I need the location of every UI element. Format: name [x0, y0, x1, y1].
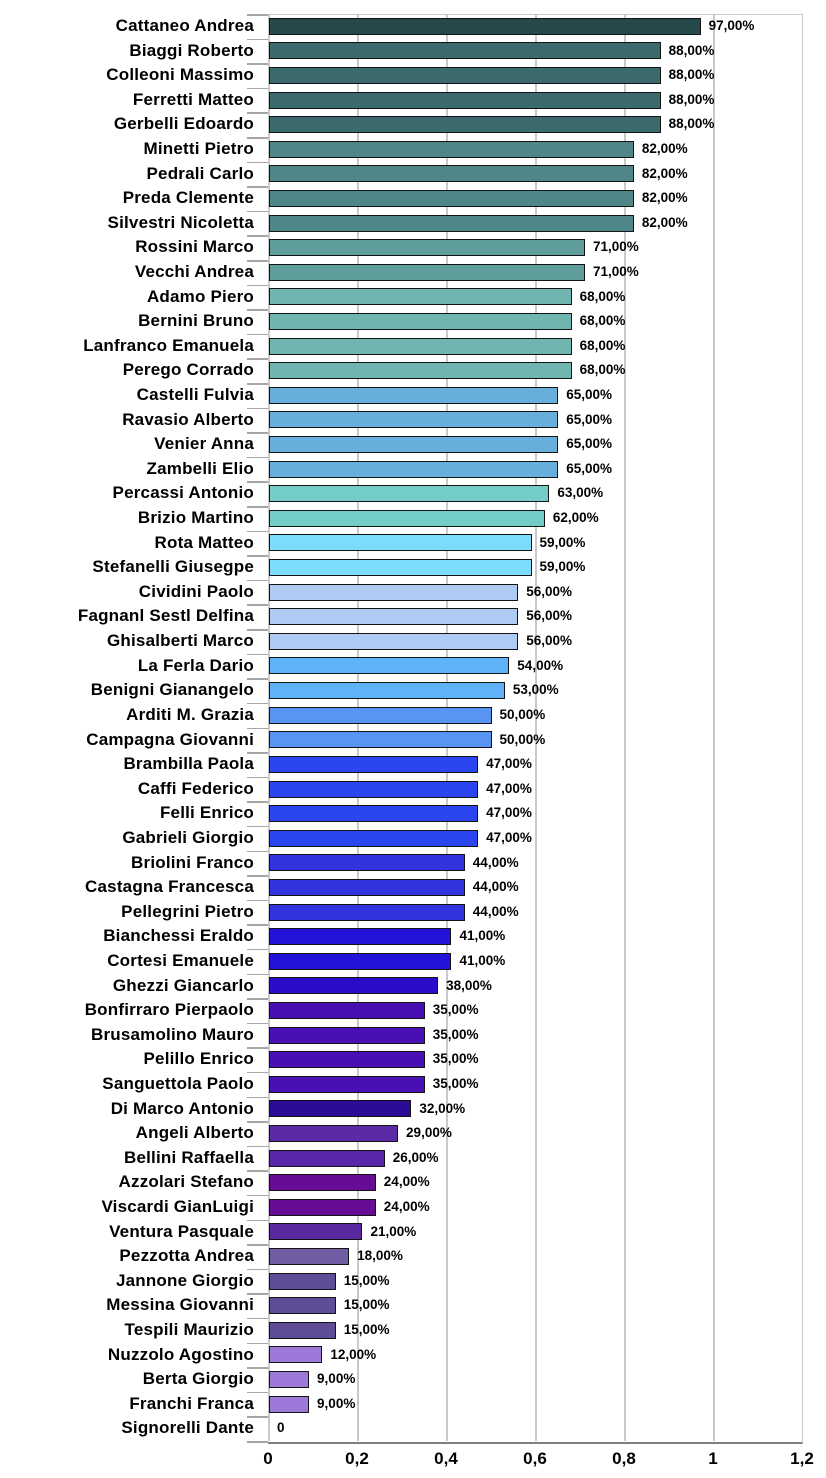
category-label: Pelillo Enrico: [143, 1049, 254, 1069]
value-label: 35,00%: [432, 1026, 479, 1042]
bar: [269, 584, 518, 601]
category-label: Messina Giovanni: [106, 1295, 254, 1315]
value-label: 54,00%: [517, 657, 564, 673]
value-label: 41,00%: [459, 928, 506, 944]
category-label: Gabrieli Giorgio: [122, 827, 254, 847]
category-label: Ferretti Matteo: [132, 89, 254, 109]
category-label: Briolini Franco: [131, 852, 254, 872]
bar: [269, 977, 438, 994]
value-label: 9,00%: [317, 1395, 356, 1411]
value-label: 71,00%: [592, 264, 639, 280]
category-label: Ventura Pasquale: [109, 1221, 254, 1241]
value-label: 59,00%: [539, 534, 586, 550]
value-label: 24,00%: [383, 1198, 430, 1214]
x-axis-tick-label: 0,2: [345, 1449, 369, 1468]
value-label: 65,00%: [566, 387, 613, 403]
category-label: Bianchessi Eraldo: [103, 926, 254, 946]
value-label: 35,00%: [432, 1002, 479, 1018]
bar: [269, 485, 549, 502]
category-label: Vecchi Andrea: [134, 262, 254, 282]
value-label: 15,00%: [343, 1272, 390, 1288]
category-label: Colleoni Massimo: [106, 65, 254, 85]
category-label: Berta Giorgio: [142, 1369, 254, 1389]
bar: [269, 953, 451, 970]
value-label: 38,00%: [446, 977, 492, 993]
category-label: Perego Corrado: [122, 360, 254, 380]
category-label: Di Marco Antonio: [110, 1098, 254, 1118]
category-label: Azzolari Stefano: [118, 1172, 254, 1192]
value-label: 68,00%: [579, 313, 626, 329]
category-label: Bellini Raffaella: [124, 1147, 254, 1167]
category-label: Stefanelli Giusegpe: [92, 557, 254, 577]
category-label: Venier Anna: [154, 434, 254, 454]
category-label: Biaggi Roberto: [129, 40, 254, 60]
category-label: Benigni Gianangelo: [90, 680, 254, 700]
bar: [269, 1346, 322, 1363]
value-label: 63,00%: [557, 485, 604, 501]
value-label: 82,00%: [641, 190, 688, 206]
value-label: 41,00%: [459, 952, 506, 968]
value-label: 82,00%: [641, 141, 688, 157]
category-label: Silvestri Nicoletta: [107, 212, 254, 232]
bar: [269, 190, 634, 207]
value-label: 24,00%: [383, 1174, 430, 1190]
gridline: [713, 14, 715, 1441]
bar: [269, 1150, 385, 1167]
bar: [269, 338, 572, 355]
value-label: 47,00%: [486, 829, 532, 845]
category-label: Lanfranco Emanuela: [83, 335, 254, 355]
bar: [269, 904, 465, 921]
value-label: 9,00%: [317, 1371, 356, 1387]
value-label: 82,00%: [641, 165, 688, 181]
category-label: Sanguettola Paolo: [102, 1073, 254, 1093]
bar: [269, 165, 634, 182]
x-axis-tick-label: 1,2: [790, 1449, 814, 1468]
bar: [269, 879, 465, 896]
value-label: 44,00%: [472, 879, 519, 895]
category-label: Felli Enrico: [159, 803, 254, 823]
value-label: 44,00%: [472, 903, 519, 919]
x-axis-tick-label: 0,8: [612, 1449, 636, 1468]
value-label: 18,00%: [357, 1248, 403, 1264]
bar: [269, 1125, 398, 1142]
category-label: Pellegrini Pietro: [121, 901, 254, 921]
category-label: Brusamolino Mauro: [90, 1024, 254, 1044]
value-label: 12,00%: [330, 1346, 377, 1362]
category-label: Preda Clemente: [122, 188, 254, 208]
bar: [269, 141, 634, 158]
category-label: Cividini Paolo: [138, 581, 254, 601]
bar: [269, 288, 572, 305]
bar: [269, 362, 572, 379]
value-label: 97,00%: [708, 18, 755, 33]
category-label: Adamo Piero: [146, 286, 254, 306]
bar: [269, 215, 634, 232]
value-label: 68,00%: [579, 288, 626, 304]
bar: [269, 411, 558, 428]
category-label: Angeli Alberto: [135, 1123, 254, 1143]
category-label: Caffi Federico: [137, 778, 254, 798]
value-label: 21,00%: [370, 1223, 417, 1239]
bar: [269, 461, 558, 478]
bar: [269, 510, 545, 527]
bar: [269, 854, 465, 871]
category-label: Pedrali Carlo: [146, 163, 254, 183]
bar: [269, 1248, 349, 1265]
bar: [269, 1322, 336, 1339]
value-label: 56,00%: [526, 608, 572, 624]
value-label: 47,00%: [486, 756, 532, 772]
bar: [269, 1297, 336, 1314]
value-label: 88,00%: [668, 116, 715, 132]
category-label: Pezzotta Andrea: [119, 1246, 254, 1266]
value-label: 88,00%: [668, 91, 715, 107]
value-label: 50,00%: [499, 731, 546, 747]
value-label: 71,00%: [592, 239, 639, 255]
bar: [269, 42, 661, 59]
category-label: Arditi M. Grazia: [126, 704, 254, 724]
category-label: Bonfirraro Pierpaolo: [84, 1000, 254, 1020]
category-label: Ghisalberti Marco: [107, 631, 254, 651]
value-label: 62,00%: [552, 510, 599, 526]
x-axis-tick-label: 0,6: [523, 1449, 547, 1468]
category-label: Rota Matteo: [154, 532, 254, 552]
value-label: 65,00%: [566, 460, 613, 476]
category-label: Gerbelli Edoardo: [113, 114, 254, 134]
bar: [269, 707, 492, 724]
bar: [269, 387, 558, 404]
value-label: 56,00%: [526, 583, 572, 599]
category-label: Minetti Pietro: [143, 139, 254, 159]
bar: [269, 18, 701, 35]
category-label: Brambilla Paola: [123, 754, 254, 774]
value-label: 29,00%: [406, 1125, 452, 1141]
x-axis-tick-label: 0: [263, 1449, 273, 1468]
bar: [269, 1051, 425, 1068]
bar: [269, 239, 585, 256]
bar: [269, 1174, 376, 1191]
category-label: Ravasio Alberto: [122, 409, 254, 429]
category-label: Rossini Marco: [135, 237, 254, 257]
bar: [269, 633, 518, 650]
bar: [269, 608, 518, 625]
bar: [269, 928, 451, 945]
x-axis-tick-label: 1: [708, 1449, 718, 1468]
value-label: 47,00%: [486, 780, 532, 796]
bar: [269, 559, 532, 576]
bar: [269, 731, 492, 748]
value-label: 68,00%: [579, 362, 626, 378]
category-label: Cortesi Emanuele: [107, 950, 254, 970]
category-label: Tespili Maurizio: [124, 1319, 254, 1339]
bar: [269, 830, 478, 847]
value-label: 59,00%: [539, 559, 586, 575]
value-label: 88,00%: [668, 67, 715, 83]
value-label: 15,00%: [343, 1321, 390, 1337]
value-label: 82,00%: [641, 214, 688, 230]
bar: [269, 67, 661, 84]
category-label: Percassi Antonio: [112, 483, 254, 503]
category-label: Castelli Fulvia: [136, 385, 254, 405]
x-axis-tick-label: 0,4: [434, 1449, 458, 1468]
bar: [269, 264, 585, 281]
category-label: Bernini Bruno: [138, 311, 254, 331]
category-label: Zambelli Elio: [146, 458, 254, 478]
category-label: Castagna Francesca: [85, 877, 254, 897]
category-label: Nuzzolo Agostino: [107, 1344, 254, 1364]
category-label: Jannone Giorgio: [115, 1270, 254, 1290]
bar: [269, 313, 572, 330]
category-label: Signorelli Dante: [121, 1418, 254, 1438]
category-label: Franchi Franca: [129, 1393, 254, 1413]
value-label: 65,00%: [566, 436, 613, 452]
value-label: 44,00%: [472, 854, 519, 870]
category-label: Ghezzi Giancarlo: [112, 975, 254, 995]
category-label: Fagnanl Sestl Delfina: [77, 606, 254, 626]
bar: [269, 1076, 425, 1093]
bar: [269, 1100, 411, 1117]
bar: [269, 1223, 362, 1240]
bar: [269, 534, 532, 551]
bar: [269, 1273, 336, 1290]
bar: [269, 92, 661, 109]
category-axis-tickmark: [247, 1441, 268, 1443]
category-label: Brizio Martino: [137, 508, 254, 528]
value-label: 0: [277, 1420, 285, 1436]
value-label: 56,00%: [526, 633, 572, 649]
bar: [269, 657, 509, 674]
bar: [269, 1027, 425, 1044]
value-label: 47,00%: [486, 805, 532, 821]
bar: [269, 1199, 376, 1216]
value-label: 53,00%: [512, 682, 559, 698]
value-label: 50,00%: [499, 706, 546, 722]
value-label: 35,00%: [432, 1075, 479, 1091]
category-label: Viscardi GianLuigi: [101, 1196, 254, 1216]
category-label: La Ferla Dario: [137, 655, 254, 675]
bar: [269, 1396, 309, 1413]
value-label: 26,00%: [392, 1149, 439, 1165]
value-label: 65,00%: [566, 411, 613, 427]
bar: [269, 756, 478, 773]
value-label: 35,00%: [432, 1051, 479, 1067]
value-label: 88,00%: [668, 42, 715, 58]
value-label: 68,00%: [579, 337, 626, 353]
bar: [269, 682, 505, 699]
bar: [269, 116, 661, 133]
value-label: 15,00%: [343, 1297, 390, 1313]
bar: [269, 781, 478, 798]
bar: [269, 805, 478, 822]
bar: [269, 1371, 309, 1388]
value-label: 32,00%: [419, 1100, 466, 1116]
category-label: Cattaneo Andrea: [115, 16, 254, 35]
category-label: Campagna Giovanni: [86, 729, 254, 749]
bar: [269, 1002, 425, 1019]
bar: [269, 436, 558, 453]
